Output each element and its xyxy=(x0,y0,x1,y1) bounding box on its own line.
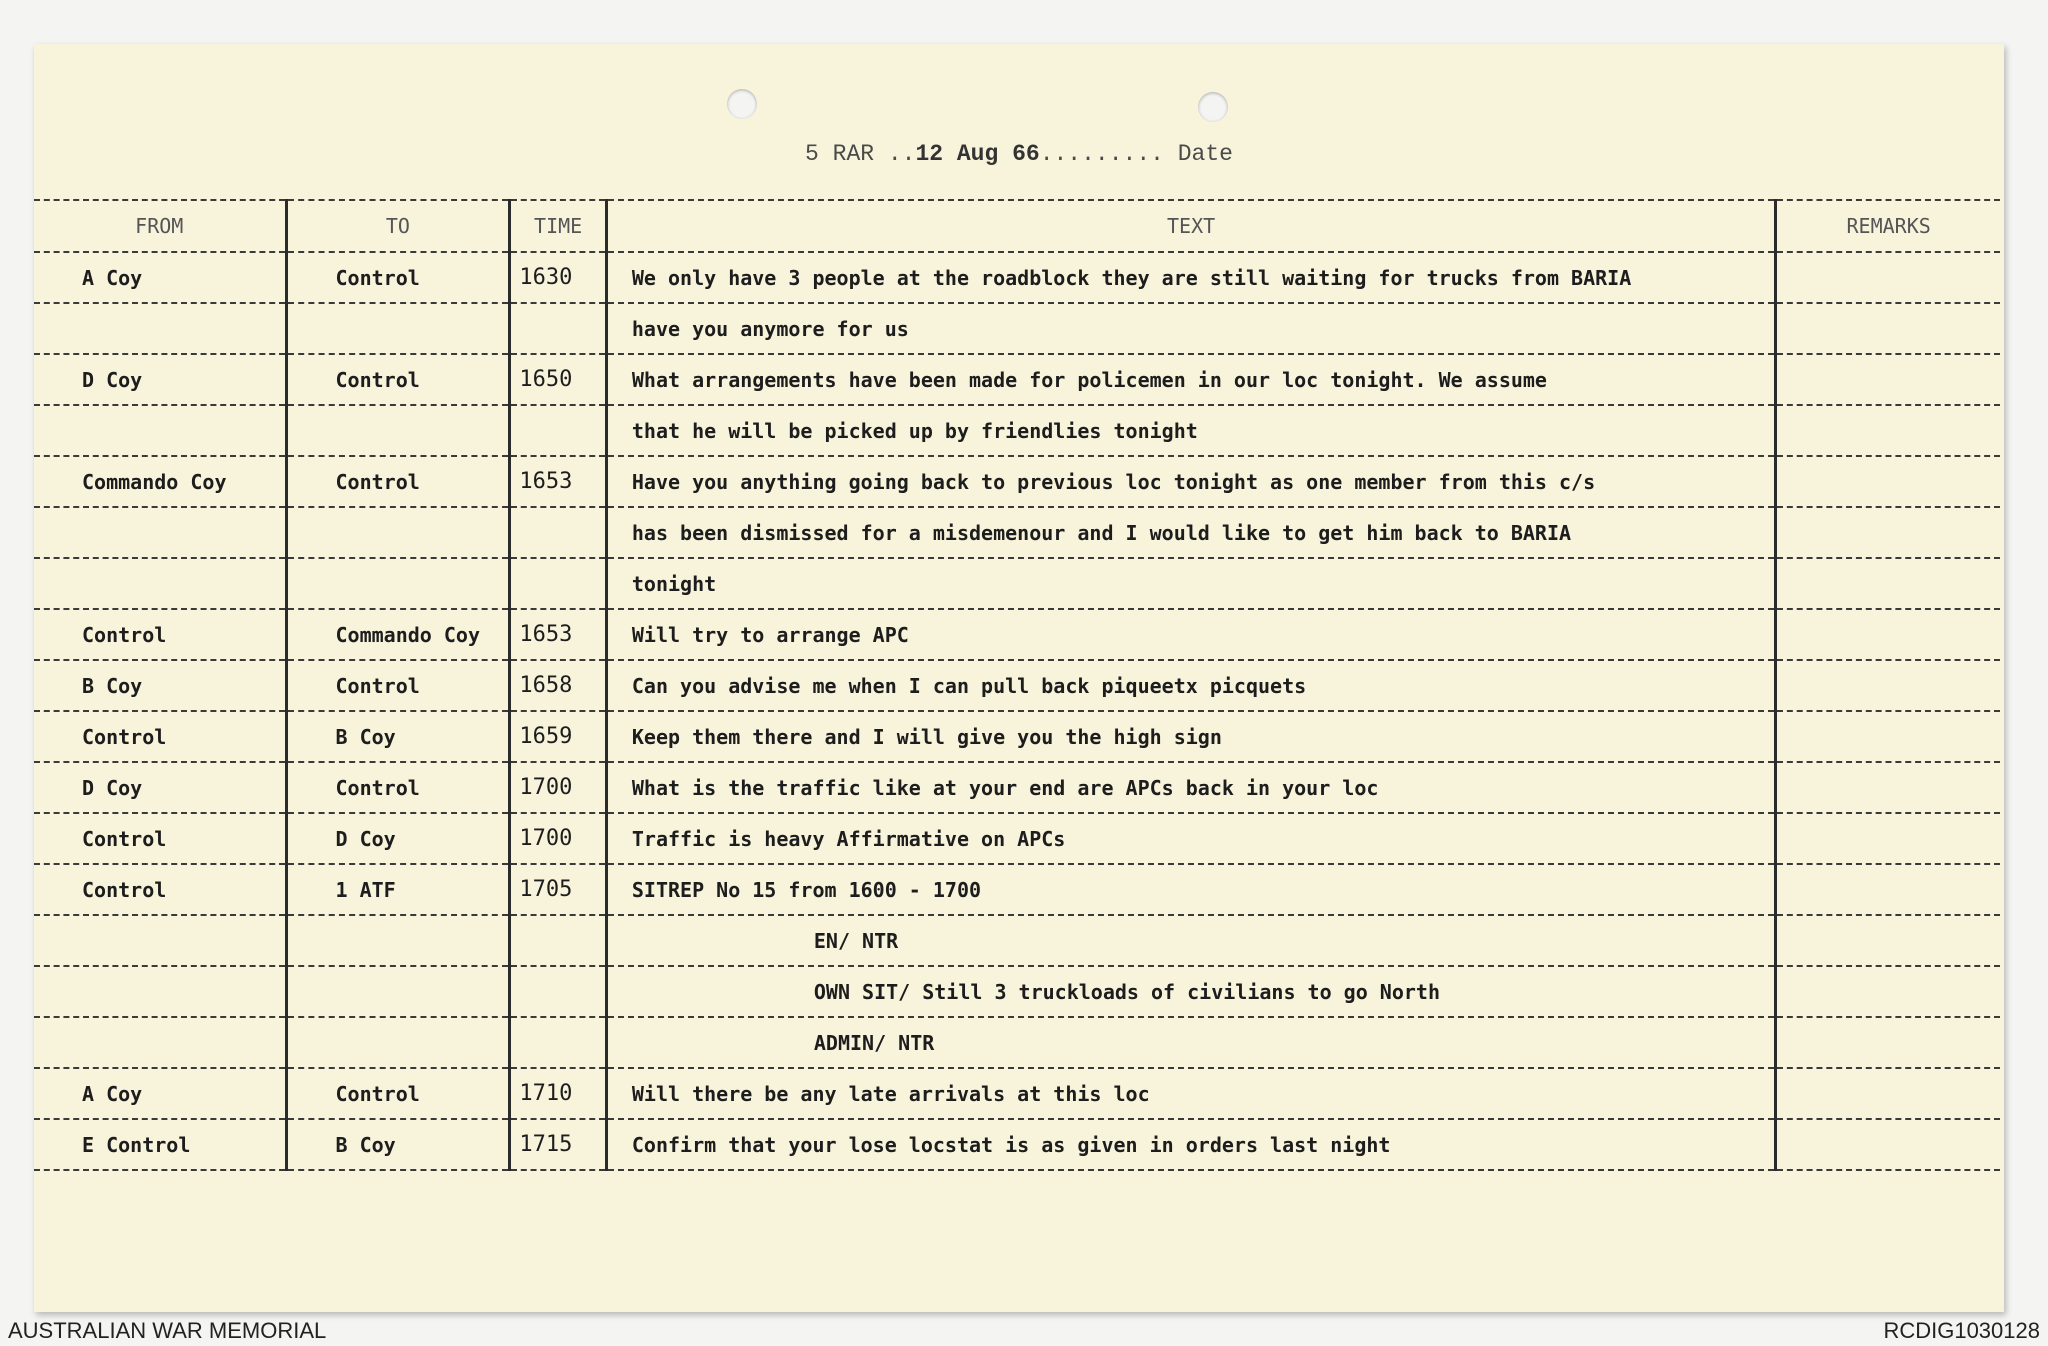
cell-time: 1705 xyxy=(510,864,606,915)
cell-remarks xyxy=(1776,1119,2000,1170)
table-row xyxy=(34,966,2000,1017)
column-header-from: FROM xyxy=(34,200,286,252)
table-row xyxy=(34,558,2000,609)
cell-to xyxy=(286,303,510,354)
punch-hole-right xyxy=(1198,92,1228,122)
table-row xyxy=(34,609,2000,660)
cell-text: EN/ NTR xyxy=(606,915,1775,966)
date-label: Date xyxy=(1177,141,1233,167)
table-row xyxy=(34,864,2000,915)
cell-to: 1 ATF xyxy=(286,864,510,915)
archive-reference: RCDIG1030128 xyxy=(1883,1318,2040,1343)
column-header-text: TEXT xyxy=(606,200,1775,252)
cell-time xyxy=(510,507,606,558)
cell-time: 1630 xyxy=(510,252,606,303)
cell-remarks xyxy=(1776,660,2000,711)
cell-time xyxy=(510,303,606,354)
cell-time: 1710 xyxy=(510,1068,606,1119)
cell-from xyxy=(34,558,286,609)
cell-text: has been dismissed for a misdemenour and I would like to get him back to BARIA xyxy=(606,507,1775,558)
cell-remarks xyxy=(1776,252,2000,303)
cell-from: D Coy xyxy=(34,354,286,405)
cell-text: What arrangements have been made for policemen in our loc tonight. We assume xyxy=(606,354,1775,405)
cell-time xyxy=(510,558,606,609)
cell-time: 1659 xyxy=(510,711,606,762)
signal-log-table xyxy=(34,199,2000,1171)
table-row xyxy=(34,303,2000,354)
punch-hole-left xyxy=(727,89,757,119)
cell-time xyxy=(510,1017,606,1068)
cell-time: 1715 xyxy=(510,1119,606,1170)
cell-from: B Coy xyxy=(34,660,286,711)
cell-text: ADMIN/ NTR xyxy=(606,1017,1775,1068)
cell-to: Control xyxy=(286,456,510,507)
cell-time: 1700 xyxy=(510,813,606,864)
cell-from: Commando Coy xyxy=(34,456,286,507)
log-header: 5 RAR ..12 Aug 66......... Date xyxy=(805,141,1233,167)
document-sheet xyxy=(34,44,2004,1312)
cell-text: tonight xyxy=(606,558,1775,609)
cell-text: that he will be picked up by friendlies tonight xyxy=(606,405,1775,456)
cell-text: SITREP No 15 from 1600 - 1700 xyxy=(606,864,1775,915)
table-row xyxy=(34,915,2000,966)
table-row xyxy=(34,456,2000,507)
cell-from xyxy=(34,1017,286,1068)
table-header-row xyxy=(34,200,2000,252)
cell-remarks xyxy=(1776,1068,2000,1119)
cell-to: Control xyxy=(286,660,510,711)
cell-from: D Coy xyxy=(34,762,286,813)
cell-remarks xyxy=(1776,456,2000,507)
table-row xyxy=(34,1119,2000,1170)
column-header-time: TIME xyxy=(510,200,606,252)
cell-remarks xyxy=(1776,864,2000,915)
cell-from xyxy=(34,507,286,558)
cell-from: A Coy xyxy=(34,1068,286,1119)
cell-text: Traffic is heavy Affirmative on APCs xyxy=(606,813,1775,864)
cell-from xyxy=(34,915,286,966)
cell-remarks xyxy=(1776,303,2000,354)
cell-time xyxy=(510,966,606,1017)
cell-text: We only have 3 people at the roadblock they are still waiting for trucks from BARIA xyxy=(606,252,1775,303)
log-entries xyxy=(34,252,2000,1170)
cell-text: OWN SIT/ Still 3 truckloads of civilians to go North xyxy=(606,966,1775,1017)
cell-remarks xyxy=(1776,966,2000,1017)
cell-text: Have you anything going back to previous loc tonight as one member from this c/s xyxy=(606,456,1775,507)
cell-to: Control xyxy=(286,1068,510,1119)
cell-to: Control xyxy=(286,762,510,813)
cell-remarks xyxy=(1776,354,2000,405)
table-row xyxy=(34,405,2000,456)
cell-remarks xyxy=(1776,609,2000,660)
archive-credit: AUSTRALIAN WAR MEMORIAL xyxy=(8,1318,327,1343)
cell-remarks xyxy=(1776,405,2000,456)
cell-from xyxy=(34,405,286,456)
cell-text: have you anymore for us xyxy=(606,303,1775,354)
cell-time: 1653 xyxy=(510,456,606,507)
cell-time xyxy=(510,405,606,456)
cell-time: 1653 xyxy=(510,609,606,660)
cell-text: What is the traffic like at your end are APCs back in your loc xyxy=(606,762,1775,813)
cell-remarks xyxy=(1776,507,2000,558)
cell-remarks xyxy=(1776,558,2000,609)
cell-time: 1700 xyxy=(510,762,606,813)
cell-remarks xyxy=(1776,1017,2000,1068)
table-row xyxy=(34,1068,2000,1119)
cell-from: Control xyxy=(34,609,286,660)
log-date: 12 Aug 66 xyxy=(915,141,1040,167)
table-row xyxy=(34,660,2000,711)
cell-text: Confirm that your lose locstat is as given in orders last night xyxy=(606,1119,1775,1170)
cell-remarks xyxy=(1776,711,2000,762)
cell-text: Can you advise me when I can pull back piqueetx picquets xyxy=(606,660,1775,711)
cell-text: Keep them there and I will give you the high sign xyxy=(606,711,1775,762)
table-row xyxy=(34,711,2000,762)
cell-to xyxy=(286,405,510,456)
column-header-to: TO xyxy=(286,200,510,252)
table-row xyxy=(34,1017,2000,1068)
cell-to: B Coy xyxy=(286,711,510,762)
cell-time: 1650 xyxy=(510,354,606,405)
table-row xyxy=(34,354,2000,405)
cell-to: Control xyxy=(286,354,510,405)
unit-name: 5 RAR xyxy=(805,141,875,167)
table-row xyxy=(34,813,2000,864)
cell-remarks xyxy=(1776,813,2000,864)
cell-to xyxy=(286,966,510,1017)
column-header-remarks: REMARKS xyxy=(1776,200,2000,252)
cell-to: Commando Coy xyxy=(286,609,510,660)
cell-from: E Control xyxy=(34,1119,286,1170)
cell-time: 1658 xyxy=(510,660,606,711)
cell-remarks xyxy=(1776,915,2000,966)
cell-to xyxy=(286,507,510,558)
cell-to xyxy=(286,915,510,966)
cell-remarks xyxy=(1776,762,2000,813)
cell-to: D Coy xyxy=(286,813,510,864)
cell-to: Control xyxy=(286,252,510,303)
cell-text: Will there be any late arrivals at this loc xyxy=(606,1068,1775,1119)
cell-from: Control xyxy=(34,813,286,864)
cell-to: B Coy xyxy=(286,1119,510,1170)
cell-to xyxy=(286,1017,510,1068)
cell-to xyxy=(286,558,510,609)
cell-text: Will try to arrange APC xyxy=(606,609,1775,660)
cell-from: Control xyxy=(34,864,286,915)
cell-from: Control xyxy=(34,711,286,762)
table-row xyxy=(34,507,2000,558)
cell-from xyxy=(34,303,286,354)
cell-time xyxy=(510,915,606,966)
cell-from xyxy=(34,966,286,1017)
cell-from: A Coy xyxy=(34,252,286,303)
table-row xyxy=(34,252,2000,303)
table-row xyxy=(34,762,2000,813)
